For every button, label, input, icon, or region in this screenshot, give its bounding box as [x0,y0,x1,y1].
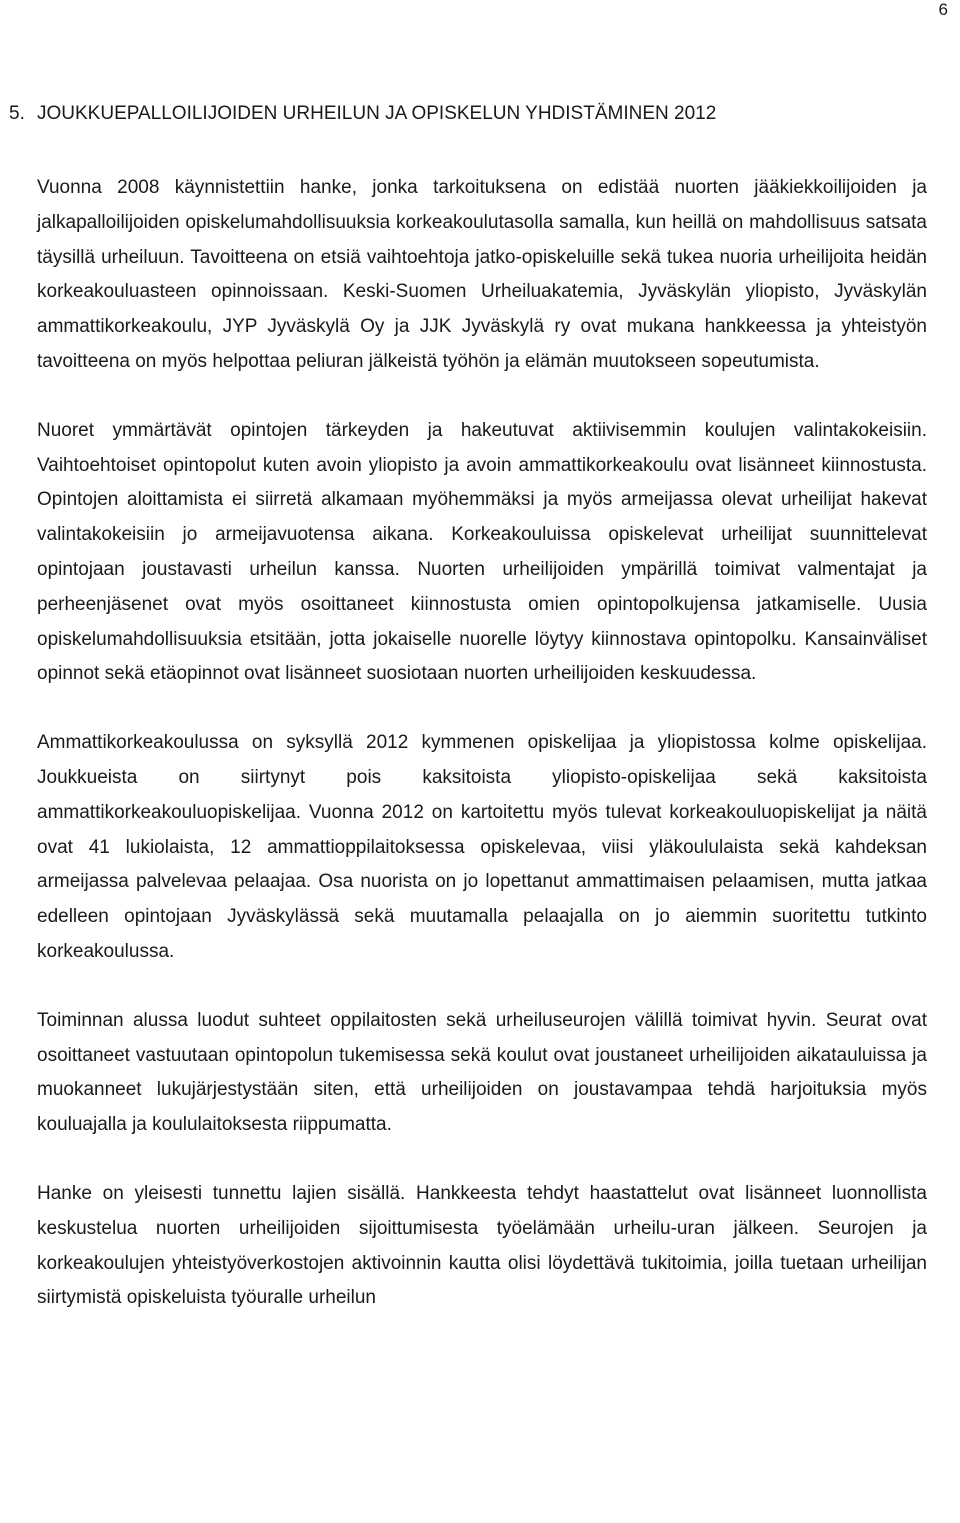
paragraph-1: Vuonna 2008 käynnistettiin hanke, jonka tarkoituksena on edistää nuorten jääkiekkoilijoiden ja jalkapalloilijoiden opiskelumahdollisuuksia korkeakoulutasolla samalla, kun heillä on mahdollisuus satsata täysillä urheiluun. Tavoitteena on etsiä vaihtoehtoja jatko-opiskeluille sekä tukea nuoria urheilijoita heidän korkeakouluasteen opinnoissaan. Keski-Suomen Urheiluakatemia, Jyväskylän yliopisto, Jyväskylän ammattikorkeakoulu, JYP Jyväskylä Oy ja JJK Jyväskylä ry ovat mukana hankkeessa ja yhteistyön tavoitteena on myös helpottaa peliuran jälkeistä työhön ja elämän muutokseen sopeutumista. [37,177,927,372]
document-body [9,100,927,1316]
paragraph-5: Hanke on yleisesti tunnettu lajien sisällä. Hankkeesta tehdyt haastattelut ovat lisänneet luonnollista keskustelua nuorten urheilijoiden sijoittumisesta työelämään urheilu-uran jälkeen. Seurojen ja korkeakoulujen yhteistyöverkostojen aktivoinnin kautta olisi löydettävä tukitoimia, joilla tuetaan urheilijan siirtymistä opiskeluista työuralle urheilun [37,1182,927,1309]
paragraph-2: Nuoret ymmärtävät opintojen tärkeyden ja hakeutuvat aktiivisemmin koulujen valintakokeisiin. Vaihtoehtoiset opintopolut kuten avoin yliopisto ja avoin ammattikorkeakoulu ovat lisänneet kiinnostusta. Opintojen aloittamista ei siirretä alkamaan myöhemmäksi ja myös armeijassa olevat urheilijat hakevat valintakokeisiin jo armeijavuotensa aikana. Korkeakouluissa opiskelevat urheilijat suunnittelevat opintojaan joustavasti urheilun kanssa. Nuorten urheilijoiden ympärillä toimivat valmentajat ja perheenjäsenet ovat myös osoittaneet kiinnostusta omien opintopolkujensa jatkamiselle. Uusia opiskelumahdollisuuksia etsitään, jotta jokaiselle nuorelle löytyy kiinnostava opintopolku. Kansainväliset opinnot sekä etäopinnot ovat lisänneet suosiotaan nuorten urheilijoiden keskuudessa. [37,419,927,685]
paragraph-3: Ammattikorkeakoulussa on syksyllä 2012 kymmenen opiskelijaa ja yliopistossa kolme opiskelijaa. Joukkueista on siirtynyt pois kaksitoista yliopisto-opiskelijaa sekä kaksitoista ammattikorkeakouluopiskelijaa. Vuonna 2012 on kartoitettu myös tulevat korkeakouluopiskelijat ja näitä ovat 41 lukiolaista, 12 ammattioppilaitoksessa opiskelevaa, viisi yläkoululaista sekä kahdeksan armeijassa palvelevaa pelaajaa. Osa nuorista on jo lopettanut ammattimaisen pelaamisen, mutta jatkaa edelleen opintojaan Jyväskylässä sekä muutamalla pelaajalla on jo aiemmin suoritettu tutkinto korkeakoulussa. [37,732,927,962]
section-title: JOUKKUEPALLOILIJOIDEN URHEILUN JA OPISKELUN YHDISTÄMINEN 2012 [37,103,717,124]
paragraph-4: Toiminnan alussa luodut suhteet oppilaitosten sekä urheiluseurojen välillä toimivat hyvin. Seurat ovat osoittaneet vastuutaan opintopolun tukemisessa sekä koulut ovat joustaneet urheilijoiden aikatauluissa ja muokanneet lukujärjestystään siten, että urheilijoiden on joustavampaa tehdä harjoituksia myös kouluajalla ja koululaitoksesta riippumatta. [37,1009,927,1136]
section-number: 5. [9,103,25,124]
page-number: 6 [938,0,948,19]
section-heading [9,100,927,128]
